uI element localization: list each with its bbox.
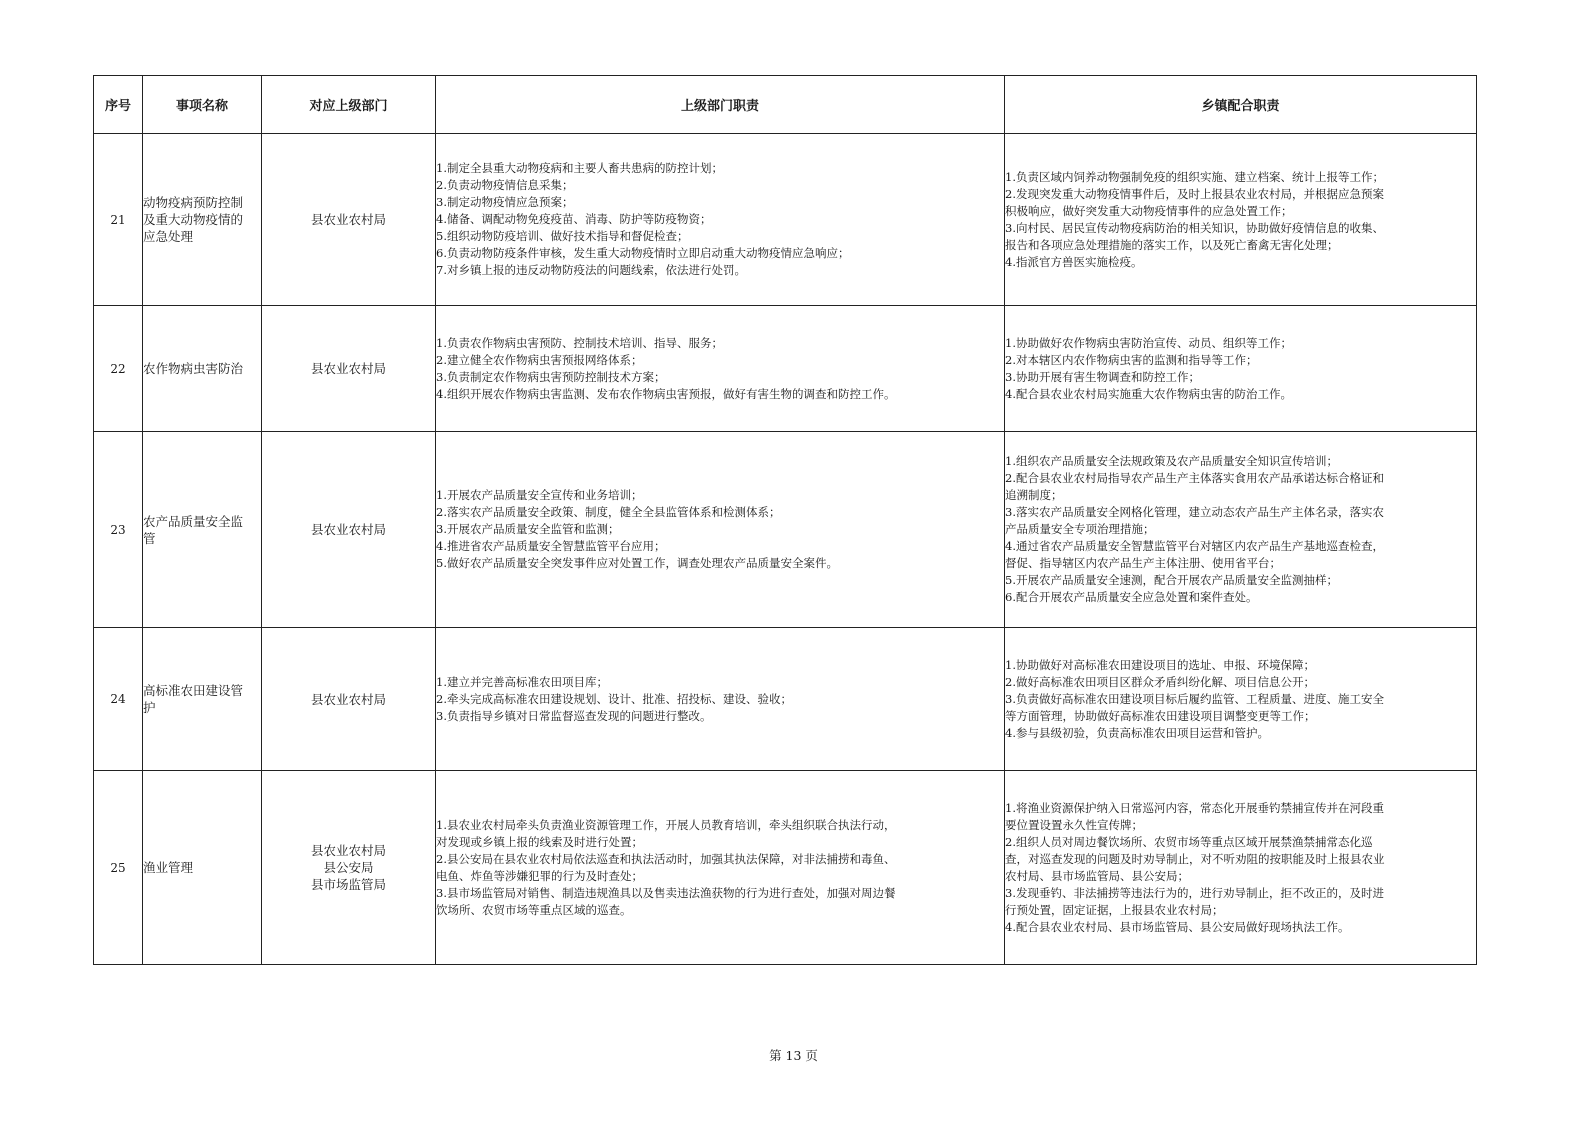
department-line: 县农业农村局: [310, 691, 386, 707]
town-duty-line: 等方面管理，协助做好高标准农田建设项目调整变更等工作；: [1005, 708, 1316, 723]
department-cell: [262, 771, 436, 965]
table-row: [94, 771, 1477, 965]
item-name-line: 动物疫病预防控制: [143, 195, 244, 210]
item-name-cell: [143, 628, 262, 771]
town-duty-line: 1.将渔业资源保护纳入日常巡河内容，常态化开展垂钓禁捕宣传并在河段重: [1005, 800, 1384, 815]
item-name-line: 高标准农田建设管: [143, 683, 244, 698]
town-duty-line: 2.组织人员对周边餐饮场所、农贸市场等重点区域开展禁渔禁捕常态化巡: [1005, 834, 1373, 849]
town-duty-line: 1.负责区域内饲养动物强制免疫的组织实施、建立档案、统计上报等工作；: [1005, 169, 1384, 184]
upper-duty-line: 2.牵头完成高标准农田建设规划、设计、批准、招投标、建设、验收；: [436, 691, 792, 706]
town-duty-line: 要位置设置永久性宣传牌；: [1005, 817, 1143, 832]
header-no: 序号: [94, 76, 143, 134]
upper-duties-cell: [436, 432, 1005, 628]
department-cell: [262, 628, 436, 771]
town-duty-line: 2.做好高标准农田项目区群众矛盾纠纷化解、项目信息公开；: [1005, 674, 1315, 689]
town-duty-line: 督促、指导辖区内农产品生产主体注册、使用省平台；: [1005, 556, 1281, 570]
upper-duties-cell: [436, 134, 1005, 306]
upper-duty-line: 1.建立并完善高标准农田项目库；: [436, 674, 608, 689]
row-number: 24: [94, 628, 143, 771]
upper-duty-line: 5.组织动物防疫培训、做好技术指导和督促检查；: [436, 229, 689, 243]
header-town-duties: 乡镇配合职责: [1005, 76, 1477, 134]
town-duty-line: 2.发现突发重大动物疫情事件后，及时上报县农业农村局，并根据应急预案: [1005, 186, 1384, 201]
town-duty-line: 4.通过省农产品质量安全智慧监管平台对辖区内农产品生产基地巡查检查，: [1005, 539, 1384, 553]
header-upper-duties: 上级部门职责: [436, 76, 1005, 134]
department-line: 县农业农村局: [310, 361, 386, 376]
upper-duty-line: 6.负责动物防疫条件审核，发生重大动物疫情时立即启动重大动物疫情应急响应；: [436, 246, 850, 260]
upper-duty-line: 5.做好农产品质量安全突发事件应对处置工作，调查处理农产品质量安全案件。: [436, 556, 838, 570]
department-line: 县农业农村局: [310, 212, 386, 227]
item-name-line: 及重大动物疫情的: [143, 212, 244, 227]
row-number: 22: [94, 306, 143, 432]
upper-duties-cell: [436, 771, 1005, 965]
town-duty-line: 3.协助开展有害生物调查和防控工作；: [1005, 369, 1200, 384]
town-duty-line: 5.开展农产品质量安全速测，配合开展农产品质量安全监测抽样；: [1005, 573, 1338, 587]
upper-duty-line: 4.组织开展农作物病虫害监测、发布农作物病虫害预报，做好有害生物的调查和防控工作。: [436, 386, 896, 401]
page-number: 第 13 页: [769, 1048, 818, 1063]
town-duty-line: 4.指派官方兽医实施检疫。: [1005, 254, 1143, 269]
upper-duty-line: 1.县农业农村局牵头负责渔业资源管理工作，开展人员教育培训，牵头组织联合执法行动，: [436, 817, 896, 832]
town-duty-line: 1.协助做好农作物病虫害防治宣传、动员、组织等工作；: [1005, 335, 1292, 350]
upper-duty-line: 2.落实农产品质量安全政策、制度，健全全县监管体系和检测体系；: [436, 505, 781, 519]
town-duties-cell: [1005, 628, 1477, 771]
upper-duty-line: 3.开展农产品质量安全监管和监测；: [436, 522, 620, 536]
department-cell: [262, 134, 436, 306]
upper-duty-line: 3.负责制定农作物病虫害预防控制技术方案；: [436, 369, 666, 384]
town-duty-line: 农村局、县市场监管局、县公安局；: [1005, 868, 1189, 883]
town-duties-cell: [1005, 134, 1477, 306]
department-cell: [262, 306, 436, 432]
department-line: 县农业农村局: [310, 522, 386, 537]
upper-duty-line: 对发现或乡镇上报的线索及时进行处置；: [436, 834, 643, 849]
town-duties-cell: [1005, 771, 1477, 965]
item-name-cell: [143, 134, 262, 306]
header-row: [94, 76, 1477, 134]
town-duty-line: 积极响应，做好突发重大动物疫情事件的应急处置工作；: [1005, 203, 1293, 218]
town-duty-line: 产品质量安全专项治理措施；: [1005, 522, 1155, 536]
upper-duty-line: 4.储备、调配动物免疫疫苗、消毒、防护等防疫物资；: [436, 212, 712, 226]
item-name-cell: [143, 306, 262, 432]
department-line: 县市场监管局: [310, 877, 386, 892]
row-number: 21: [94, 134, 143, 306]
upper-duty-line: 3.负责指导乡镇对日常监督巡查发现的问题进行整改。: [436, 708, 712, 723]
upper-duty-line: 3.县市场监管局对销售、制造违规渔具以及售卖违法渔获物的行为进行查处，加强对周边餐: [436, 885, 896, 900]
upper-duties-cell: [436, 628, 1005, 771]
header-name: 事项名称: [143, 76, 262, 134]
town-duty-line: 1.协助做好对高标准农田建设项目的选址、申报、环境保障；: [1005, 657, 1315, 672]
upper-duty-line: 7.对乡镇上报的违反动物防疫法的问题线索，依法进行处罚。: [436, 263, 746, 277]
upper-duty-line: 2.建立健全农作物病虫害预报网络体系；: [436, 352, 643, 367]
town-duty-line: 2.对本辖区内农作物病虫害的监测和指导等工作；: [1005, 352, 1258, 367]
town-duty-line: 3.负责做好高标准农田建设项目标后履约监管、工程质量、进度、施工安全: [1005, 691, 1384, 706]
item-name-line: 护: [143, 700, 156, 715]
town-duty-line: 4.配合县农业农村局、县市场监管局、县公安局做好现场执法工作。: [1005, 919, 1350, 934]
upper-duty-line: 电鱼、炸鱼等涉嫌犯罪的行为及时查处；: [436, 868, 643, 883]
department-cell: [262, 432, 436, 628]
upper-duties-cell: [436, 306, 1005, 432]
table-row: [94, 134, 1477, 306]
town-duty-line: 4.配合县农业农村局实施重大农作物病虫害的防治工作。: [1005, 386, 1292, 401]
upper-duty-line: 2.负责动物疫情信息采集；: [436, 178, 574, 192]
town-duty-line: 2.配合县农业农村局指导农产品生产主体落实食用农产品承诺达标合格证和: [1005, 471, 1384, 485]
upper-duty-line: 1.开展农产品质量安全宣传和业务培训；: [436, 488, 643, 502]
town-duties-cell: [1005, 306, 1477, 432]
duties-table: [93, 75, 1477, 965]
town-duty-line: 追溯制度；: [1005, 488, 1063, 502]
town-duty-line: 报告和各项应急处理措施的落实工作，以及死亡畜禽无害化处理；: [1005, 237, 1339, 252]
department-line: 县农业农村局: [310, 843, 386, 858]
town-duty-line: 3.落实农产品质量安全网格化管理，建立动态农产品生产主体名录，落实农: [1005, 505, 1384, 519]
item-name-line: 应急处理: [143, 229, 194, 244]
row-number: 25: [94, 771, 143, 965]
item-name-line: 农作物病虫害防治: [143, 361, 244, 376]
town-duty-line: 6.配合开展农产品质量安全应急处置和案件查处。: [1005, 590, 1258, 604]
town-duty-line: 4.参与县级初验，负责高标准农田项目运营和管护。: [1005, 725, 1269, 740]
town-duty-line: 1.组织农产品质量安全法规政策及农产品质量安全知识宣传培训；: [1005, 454, 1338, 468]
department-line: 县公安局: [323, 860, 374, 875]
item-name-line: 渔业管理: [143, 860, 194, 875]
item-name-line: 农产品质量安全监: [143, 513, 244, 529]
table-row: [94, 306, 1477, 432]
item-name-line: 管: [143, 530, 156, 546]
upper-duty-line: 1.制定全县重大动物疫病和主要人畜共患病的防控计划；: [436, 161, 723, 175]
table-row: [94, 432, 1477, 628]
upper-duty-line: 饮场所、农贸市场等重点区域的巡查。: [436, 902, 632, 917]
item-name-cell: [143, 432, 262, 628]
upper-duty-line: 1.负责农作物病虫害预防、控制技术培训、指导、服务；: [436, 335, 723, 350]
town-duty-line: 查，对巡查发现的问题及时劝导制止，对不听劝阻的按职能及时上报县农业: [1005, 851, 1385, 866]
upper-duty-line: 3.制定动物疫情应急预案；: [436, 195, 574, 209]
header-dept: 对应上级部门: [262, 76, 436, 134]
row-number: 23: [94, 432, 143, 628]
upper-duty-line: 2.县公安局在县农业农村局依法巡查和执法活动时，加强其执法保障，对非法捕捞和毒鱼、: [436, 851, 896, 866]
table-row: [94, 628, 1477, 771]
upper-duty-line: 4.推进省农产品质量安全智慧监管平台应用；: [436, 539, 666, 553]
town-duty-line: 3.向村民、居民宣传动物疫病防治的相关知识，协助做好疫情信息的收集、: [1005, 220, 1384, 235]
town-duty-line: 行预处置，固定证据，上报县农业农村局；: [1005, 902, 1224, 917]
town-duties-cell: [1005, 432, 1477, 628]
item-name-cell: [143, 771, 262, 965]
town-duty-line: 3.发现垂钓、非法捕捞等违法行为的，进行劝导制止，拒不改正的，及时进: [1005, 885, 1384, 900]
